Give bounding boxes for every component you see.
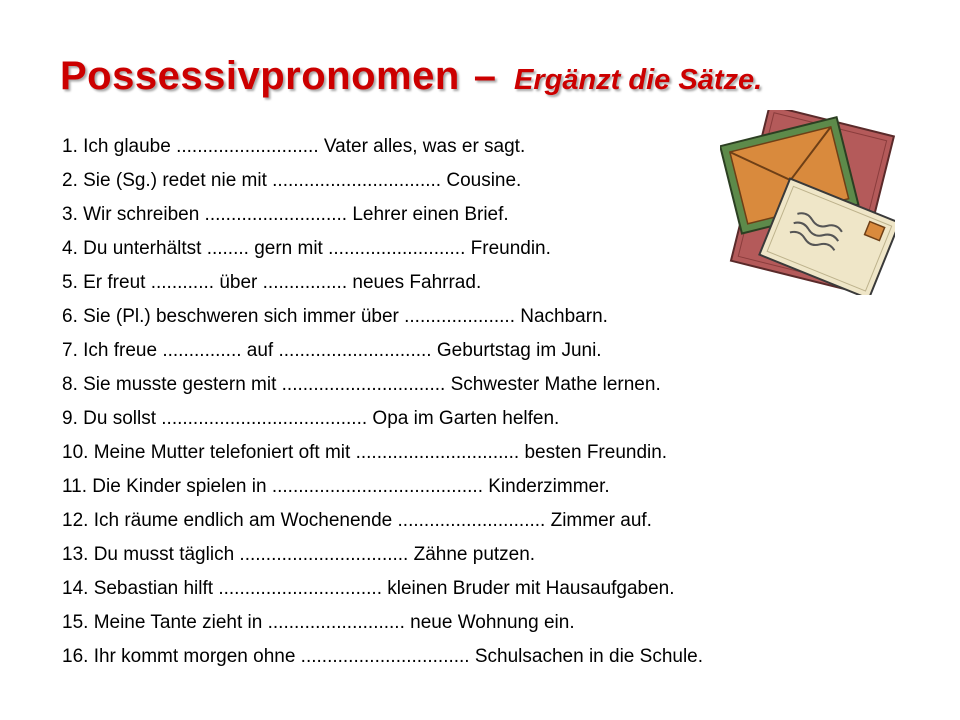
exercise-sentence: 12. Ich räume endlich am Wochenende ............................ Zimmer auf. [62,510,652,531]
exercise-sentence: 9. Du sollst ....................................... Opa im Garten helfen. [62,408,560,429]
exercise-sentence: 2. Sie (Sg.) redet nie mit ................................ Cousine. [62,170,522,191]
exercise-sentence: 5. Er freut ............ über ................ neues Fahrrad. [62,272,482,293]
exercise-sentence: 14. Sebastian hilft ............................... kleinen Bruder mit Hausaufgaben. [62,578,675,599]
exercise-sentence: 7. Ich freue ............... auf ............................. Geburtstag im Juni. [62,340,602,361]
exercise-sentence: 15. Meine Tante zieht in .......................... neue Wohnung ein. [62,612,575,633]
exercise-list [62,130,703,674]
envelopes-clipart-icon [720,110,895,295]
exercise-sentence: 16. Ihr kommt morgen ohne ................................ Schulsachen in die Schule. [62,646,704,667]
title-dash: – [473,54,496,98]
title-main: Possessivpronomen [60,54,460,98]
exercise-sentence: 8. Sie musste gestern mit ............................... Schwester Mathe lernen. [62,374,661,395]
exercise-sentence: 3. Wir schreiben ........................... Lehrer einen Brief. [62,204,509,225]
title-subtitle: Ergänzt die Sätze. [514,64,763,96]
exercise-sentence: 4. Du unterhältst ........ gern mit .......................... Freundin. [62,238,551,259]
exercise-sentence: 6. Sie (Pl.) beschweren sich immer über ..................... Nachbarn. [62,306,608,327]
exercise-sentence: 1. Ich glaube ........................... Vater alles, was er sagt. [62,136,526,157]
exercise-sentence: 13. Du musst täglich ................................ Zähne putzen. [62,544,536,565]
slide-title [60,54,762,99]
exercise-sentence: 11. Die Kinder spielen in ........................................ Kinderzimmer. [62,476,610,497]
exercise-sentence: 10. Meine Mutter telefoniert oft mit ............................... besten Freundin. [62,442,668,463]
